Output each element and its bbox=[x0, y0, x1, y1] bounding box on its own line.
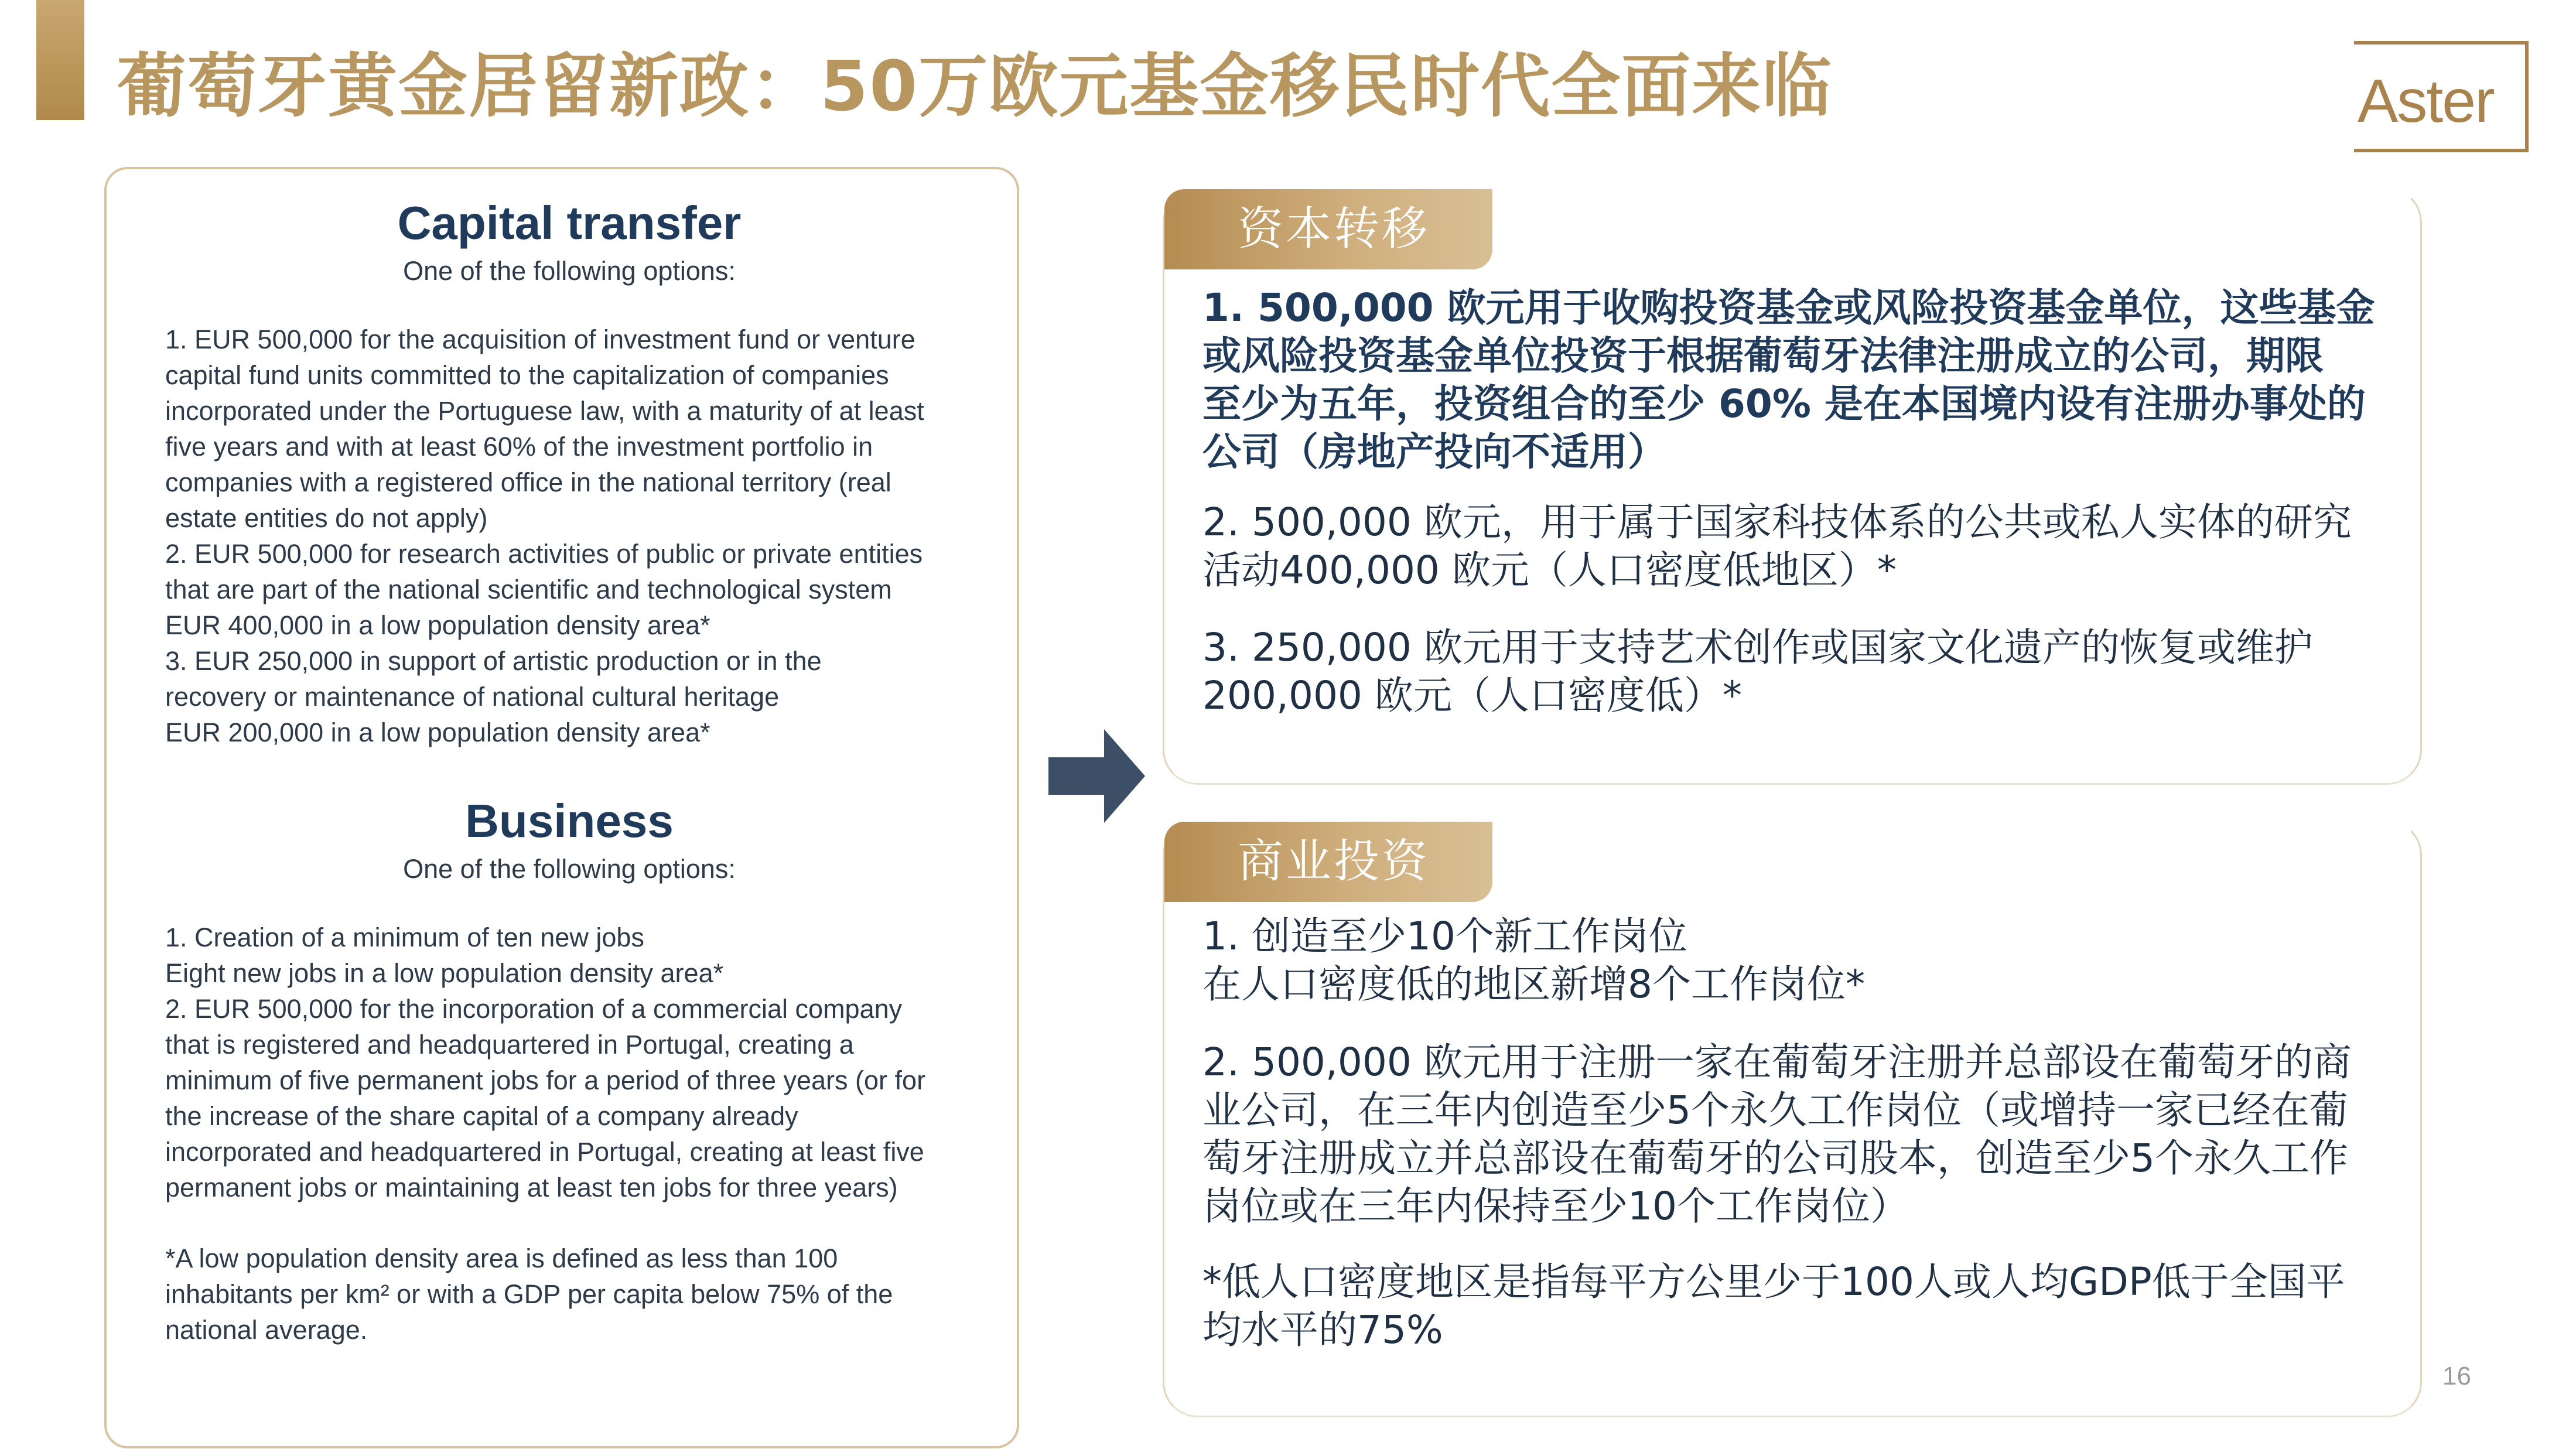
logo-text: Aster bbox=[2358, 67, 2494, 135]
capital-cn-item-2: 2. 500,000 欧元，用于属于国家科技体系的公共或私人实体的研究 活动400,000 欧元（人口密度低地区）* bbox=[1202, 500, 2352, 593]
right-arrow-icon bbox=[1048, 729, 1145, 823]
business-cn-footnote: *低人口密度地区是指每平方公里少于100人或人均GDP低于全国平 均水平的75% bbox=[1202, 1259, 2345, 1352]
capital-transfer-section bbox=[165, 194, 973, 750]
capital-cn-item-3: 3. 250,000 欧元用于支持艺术创作或国家文化遗产的恢复或维护 200,000 欧元（人口密度低）* bbox=[1202, 625, 2313, 718]
capital-transfer-tag: 资本转移 bbox=[1164, 189, 1492, 269]
aster-logo bbox=[2358, 41, 2529, 152]
business-cn-item-1: 1. 创造至少10个新工作岗位 在人口密度低的地区新增8个工作岗位* bbox=[1202, 914, 1865, 1007]
low-density-footnote: *A low population density area is defined as less than 100 inhabitants per km² or with a GDP per capita below 75% of the national average. bbox=[165, 1243, 893, 1345]
business-section bbox=[165, 792, 973, 1348]
business-cn-card bbox=[1163, 820, 2422, 1417]
english-requirements-card bbox=[104, 167, 1019, 1448]
page-number: 16 bbox=[2442, 1362, 2471, 1390]
business-heading: Business bbox=[465, 795, 674, 847]
capital-transfer-heading: Capital transfer bbox=[397, 197, 742, 249]
business-subheading: One of the following options: bbox=[403, 854, 736, 884]
business-tag: 商业投资 bbox=[1164, 822, 1492, 902]
capital-transfer-options: 1. EUR 500,000 for the acquisition of investment fund or venture capital fund units committed to the capitalization of companies incorporated under the Portuguese law, with a maturity of at least five years and with at least 60% of the investment portfolio in companies with a registered office in the national territory (real estate entities do not apply) 2. EUR 500,000 for research activities of public or private entities that are part of the national scientific and technological system EUR 400,000 in a low population density area* 3. EUR 250,000 in support of artistic production or in the recovery or maintenance of national cultural heritage EUR 200,000 in a low population density area* bbox=[165, 324, 924, 747]
page-title: 葡萄牙黄金居留新政：50万欧元基金移民时代全面来临 bbox=[117, 46, 1833, 127]
capital-transfer-cn-card bbox=[1163, 187, 2422, 785]
business-cn-item-2: 2. 500,000 欧元用于注册一家在葡萄牙注册并总部设在葡萄牙的商 业公司，在三年内创造至少5个永久工作岗位（或增持一家已经在葡 萄牙注册成立并总部设在葡萄牙的公司股本，创造至少5个永久工作 岗位或在三年内保持至少10个工作岗位） bbox=[1202, 1040, 2352, 1229]
capital-cn-item-1: 1. 500,000 欧元用于收购投资基金或风险投资基金单位，这些基金 或风险投资基金单位投资于根据葡萄牙法律注册成立的公司，期限 至少为五年，投资组合的至少 60% 是在本国境内设有注册办事处的 公司（房地产投向不适用） bbox=[1202, 285, 2375, 474]
capital-transfer-subheading: One of the following options: bbox=[403, 256, 736, 286]
title-accent-bar bbox=[36, 0, 84, 120]
business-options: 1. Creation of a minimum of ten new jobs Eight new jobs in a low population density area* 2. EUR 500,000 for the incorporation of a commercial company that is registered and headquartered in Portugal, creating a minimum of five permanent jobs for a period of three years (or for the increase of the share capital of a company already incorporated and headquartered in Portugal, creating at least five permanent jobs or maintaining at least ten jobs for three years) bbox=[165, 922, 926, 1202]
